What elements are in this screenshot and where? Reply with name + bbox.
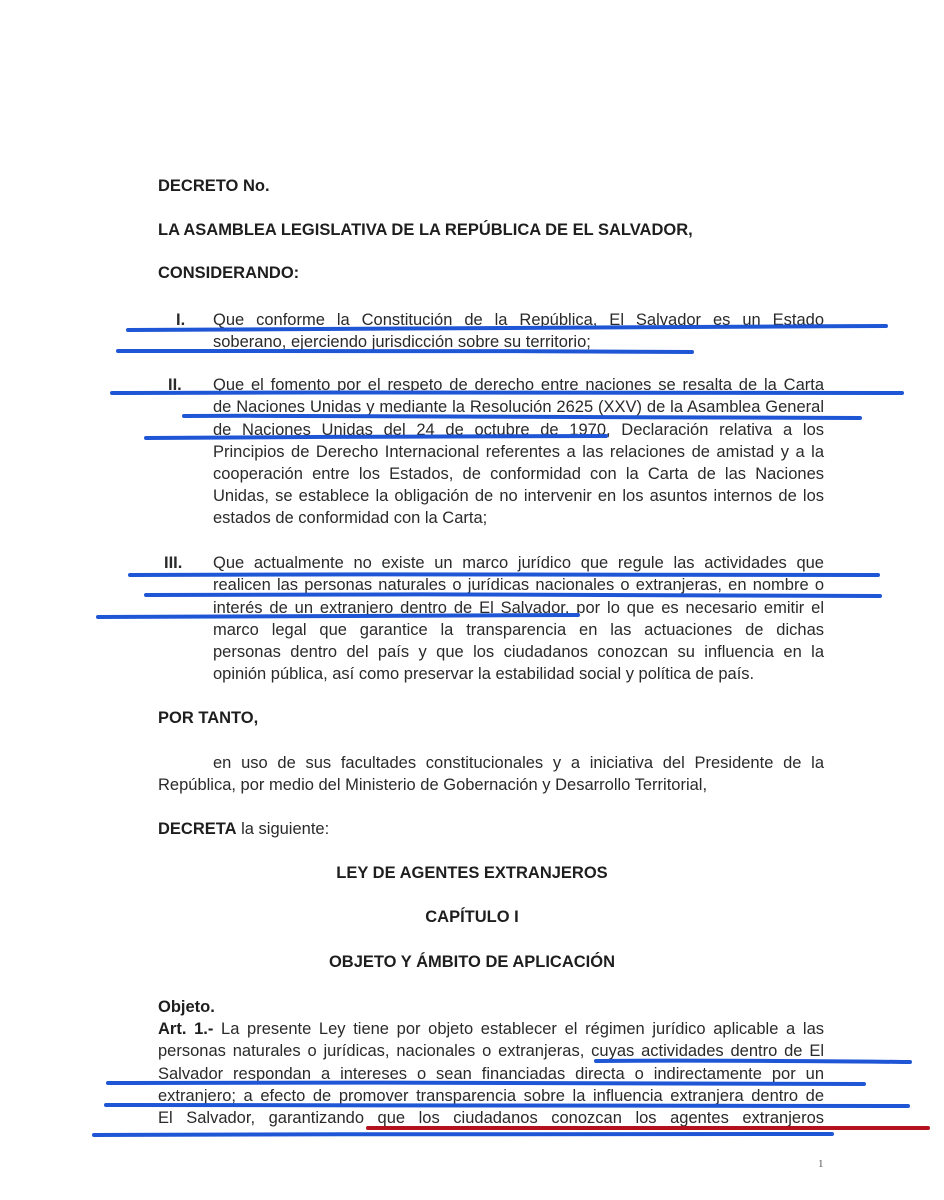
law-title: LEY DE AGENTES EXTRANJEROS — [336, 864, 608, 882]
considerando-2-line-2: de Naciones Unidas y mediante la Resolución 2625 (XXV) de la Asamblea General — [213, 398, 824, 416]
considering-heading: CONSIDERANDO: — [158, 264, 300, 282]
chapter-number: CAPÍTULO I — [425, 908, 519, 926]
considerando-3-line-2: realicen las personas naturales o jurídicas nacionales o extranjeras, en nombre o — [213, 576, 824, 594]
page-number: 1 — [818, 1158, 824, 1170]
considerando-3-line-6: opinión pública, así como preservar la estabilidad social y política de país. — [213, 665, 755, 683]
considerando-2-line-6: Unidas, se establece la obligación de no intervenir en los asuntos internos de los — [213, 487, 824, 505]
considerando-3-line-1: Que actualmente no existe un marco jurídico que regule las actividades que — [213, 554, 824, 572]
assembly-heading: LA ASAMBLEA LEGISLATIVA DE LA REPÚBLICA DE EL SALVADOR, — [158, 221, 693, 239]
article-1-label: Art. 1.- — [158, 1020, 214, 1038]
article-1-line-4: extranjero; a efecto de promover transparencia sobre la influencia extranjera dentro de — [158, 1087, 824, 1105]
considerando-1-numeral: I. — [176, 311, 186, 329]
decreta-rest: la siguiente: — [236, 820, 330, 838]
decree-number: DECRETO No. — [158, 177, 270, 195]
por-tanto-line-2: República, por medio del Ministerio de Gobernación y Desarrollo Territorial, — [158, 776, 708, 794]
article-1-line-2: personas naturales o jurídicas, nacionales o extranjeras, cuyas actividades dentro de El — [158, 1042, 824, 1060]
considerando-2-numeral: II. — [168, 376, 182, 394]
por-tanto-heading: POR TANTO, — [158, 709, 259, 727]
considerando-3-line-4: marco legal que garantice la transparencia en las actuaciones de dichas — [213, 621, 824, 639]
article-heading: Objeto. — [158, 998, 215, 1016]
considerando-2-line-5: cooperación entre los Estados, de conformidad con la Carta de las Naciones — [213, 465, 824, 483]
decreta-bold: DECRETA — [158, 820, 237, 838]
considerando-2-line-4: Principios de Derecho Internacional referentes a las relaciones de amistad y a la — [213, 443, 824, 461]
considerando-3-line-3: interés de un extranjero dentro de El Salvador, por lo que es necesario emitir el — [213, 599, 824, 617]
article-1-line-5: El Salvador, garantizando que los ciudadanos conozcan los agentes extranjeros — [158, 1109, 824, 1127]
chapter-title: OBJETO Y ÁMBITO DE APLICACIÓN — [328, 953, 616, 971]
article-1-line-1-text: La presente Ley tiene por objeto establecer el régimen jurídico aplicable a las — [213, 1020, 824, 1038]
article-1-line-1 — [158, 1018, 824, 1040]
considerando-1-line-2: soberano, ejerciendo jurisdicción sobre su territorio; — [213, 333, 591, 351]
considerando-1-line-1: Que conforme la Constitución de la República, El Salvador es un Estado — [213, 311, 824, 329]
por-tanto-line-1: en uso de sus facultades constitucionales y a iniciativa del Presidente de la — [213, 754, 824, 772]
underline-12 — [94, 1134, 832, 1135]
considerando-2-line-1: Que el fomento por el respeto de derecho entre naciones se resalta de la Carta — [213, 376, 824, 394]
article-1-line-3: Salvador respondan a intereses o sean financiadas directa o indirectamente por un — [158, 1065, 824, 1083]
decreta-line — [158, 818, 329, 840]
considerando-2-line-3: de Naciones Unidas del 24 de octubre de 1970, Declaración relativa a los — [213, 421, 824, 439]
considerando-3-numeral: III. — [164, 554, 183, 572]
considerando-2-line-7: estados de conformidad con la Carta; — [213, 509, 488, 527]
considerando-3-line-5: personas dentro del país y que los ciudadanos conozcan su influencia en la — [213, 643, 824, 661]
